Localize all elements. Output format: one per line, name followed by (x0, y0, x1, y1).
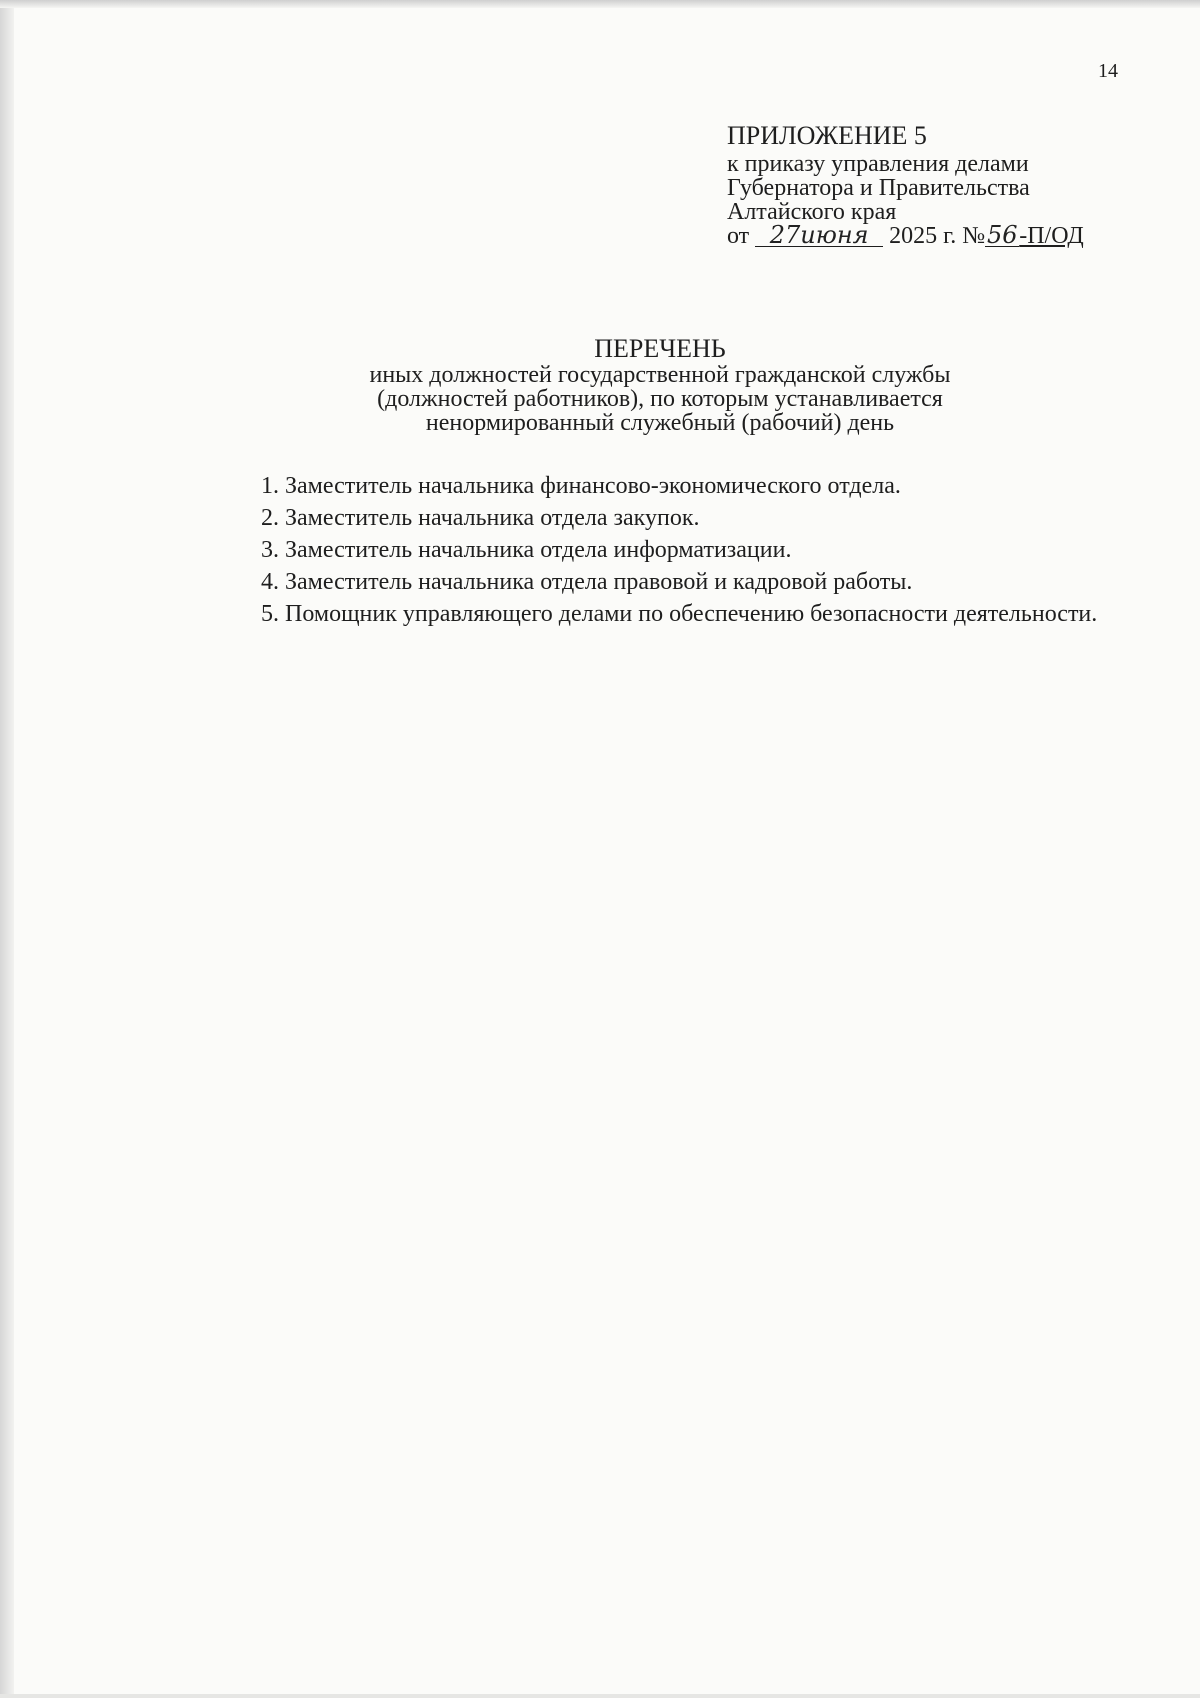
positions-list (185, 470, 1123, 630)
number-suffix: -П/ОД (1019, 223, 1084, 249)
document-heading (250, 335, 1070, 435)
handwritten-number: 56 (986, 221, 1018, 249)
list-item: 5. Помощник управляющего делами по обеспечению безопасности деятельности. (261, 601, 1098, 627)
appendix-date-line (727, 221, 1147, 249)
scan-edge-bottom (0, 1694, 1200, 1698)
heading-line-3: ненормированный служебный (рабочий) день (425, 410, 895, 436)
appendix-title: ПРИЛОЖЕНИЕ 5 (727, 121, 927, 150)
list-item: 2. Заместитель начальника отдела закупок. (261, 505, 700, 531)
heading-line-2: (должностей работников), по которым устанавливается (377, 386, 943, 412)
appendix-block (727, 120, 1147, 248)
list-item: 4. Заместитель начальника отдела правовой и кадровой работы. (261, 569, 913, 595)
page-number: 14 (1098, 60, 1118, 82)
appendix-line-3: Алтайского края (727, 199, 897, 225)
heading-title: ПЕРЕЧЕНЬ (594, 334, 726, 363)
date-prefix: от (727, 223, 750, 249)
year-text: 2025 г. № (889, 223, 986, 249)
scan-edge-top (0, 0, 1200, 8)
appendix-line-2: Губернатора и Правительства (727, 175, 1030, 201)
list-item: 3. Заместитель начальника отдела информатизации. (261, 537, 792, 563)
handwritten-date: 27июня (755, 224, 883, 247)
list-item: 1. Заместитель начальника финансово-экономического отдела. (261, 473, 901, 499)
scan-edge-left (0, 0, 14, 1698)
appendix-line-1: к приказу управления делами (727, 151, 1029, 177)
heading-line-1: иных должностей государственной гражданской службы (369, 362, 951, 388)
